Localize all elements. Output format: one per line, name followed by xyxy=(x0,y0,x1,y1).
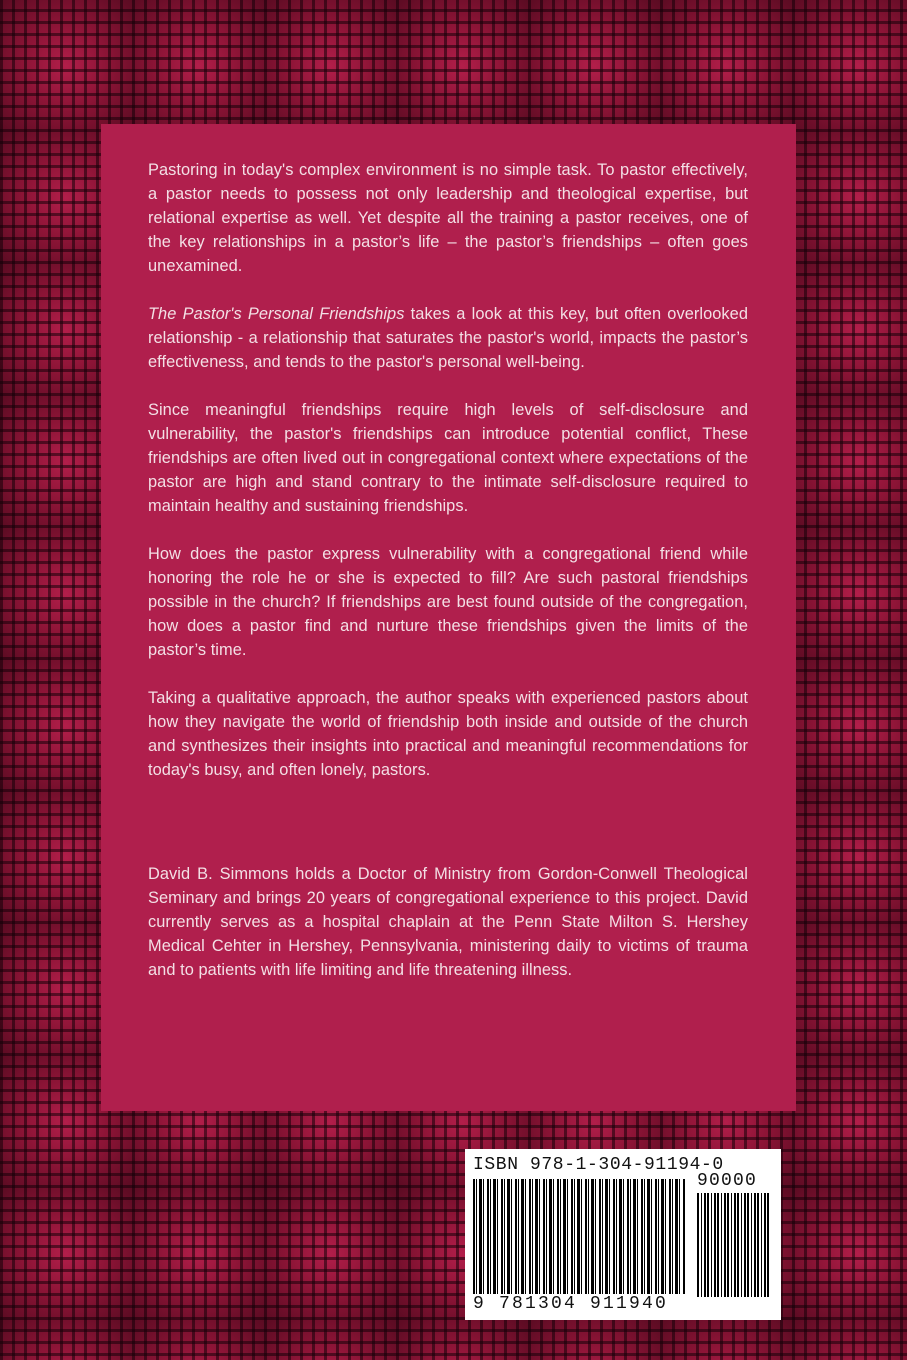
description-paragraph-5: Taking a qualitative approach, the author speaks with experienced pastors about how they navigate the world of friendship both inside and outside of the church and synthesizes their insights into practical and meaningful recommendations for today's busy, and often lonely, pastors. xyxy=(148,689,748,779)
description-paragraph-3: Since meaningful friendships require high levels of self-disclosure and vulnerability, the pastor's friendships can introduce potential conflict, These friendships are often lived out in congregational context where expectations of the pastor are high and stand contrary to the intimate self-disclosure required to maintain healthy and sustaining friendships. xyxy=(148,401,748,515)
description-paragraph-4: How does the pastor express vulnerability with a congregational friend while honoring the role he or she is expected to fill? Are such pastoral friendships possible in the church? If friendships are best found outside of the congregation, how does a pastor find and nurture these friendships given the limits of the pastor’s time. xyxy=(148,545,748,659)
description-paragraph-1: Pastoring in today's complex environment is no simple task. To pastor effectively, a pastor needs to possess not only leadership and theological expertise, but relational expertise as well. Yet despite all the training a pastor receives, one of the key relationships in a pastor’s life – the pastor’s friendships – often goes unexamined. xyxy=(148,161,748,275)
isbn-digits: 9 781304 911940 xyxy=(473,1294,685,1314)
isbn-barcode xyxy=(465,1149,781,1320)
back-cover-text-panel xyxy=(101,124,796,1111)
book-title-italic: The Pastor's Personal Friendships xyxy=(148,305,405,323)
barcode-bars-main xyxy=(473,1179,685,1297)
author-bio: David B. Simmons holds a Doctor of Ministry from Gordon-Conwell Theological Seminary and brings 20 years of congregational experience to this project. David currently serves as a hospital chaplain at the Penn State Milton S. Hershey Medical Cehter in Hershey, Pennsylvania, ministering daily to victims of trauma and to patients with life limiting and life threatening illness. xyxy=(148,865,748,979)
price-code: 90000 xyxy=(697,1171,758,1191)
description-paragraph-2 xyxy=(148,302,748,374)
barcode-bars-addon xyxy=(697,1193,771,1297)
isbn-label: ISBN 978-1-304-91194-0 xyxy=(473,1155,724,1175)
description-paragraph-2-rest: takes a look at this key, but often overlooked relationship - a relationship that saturates the pastor's world, impacts the pastor’s effectiveness, and tends to the pastor's personal well-being. xyxy=(148,305,748,371)
